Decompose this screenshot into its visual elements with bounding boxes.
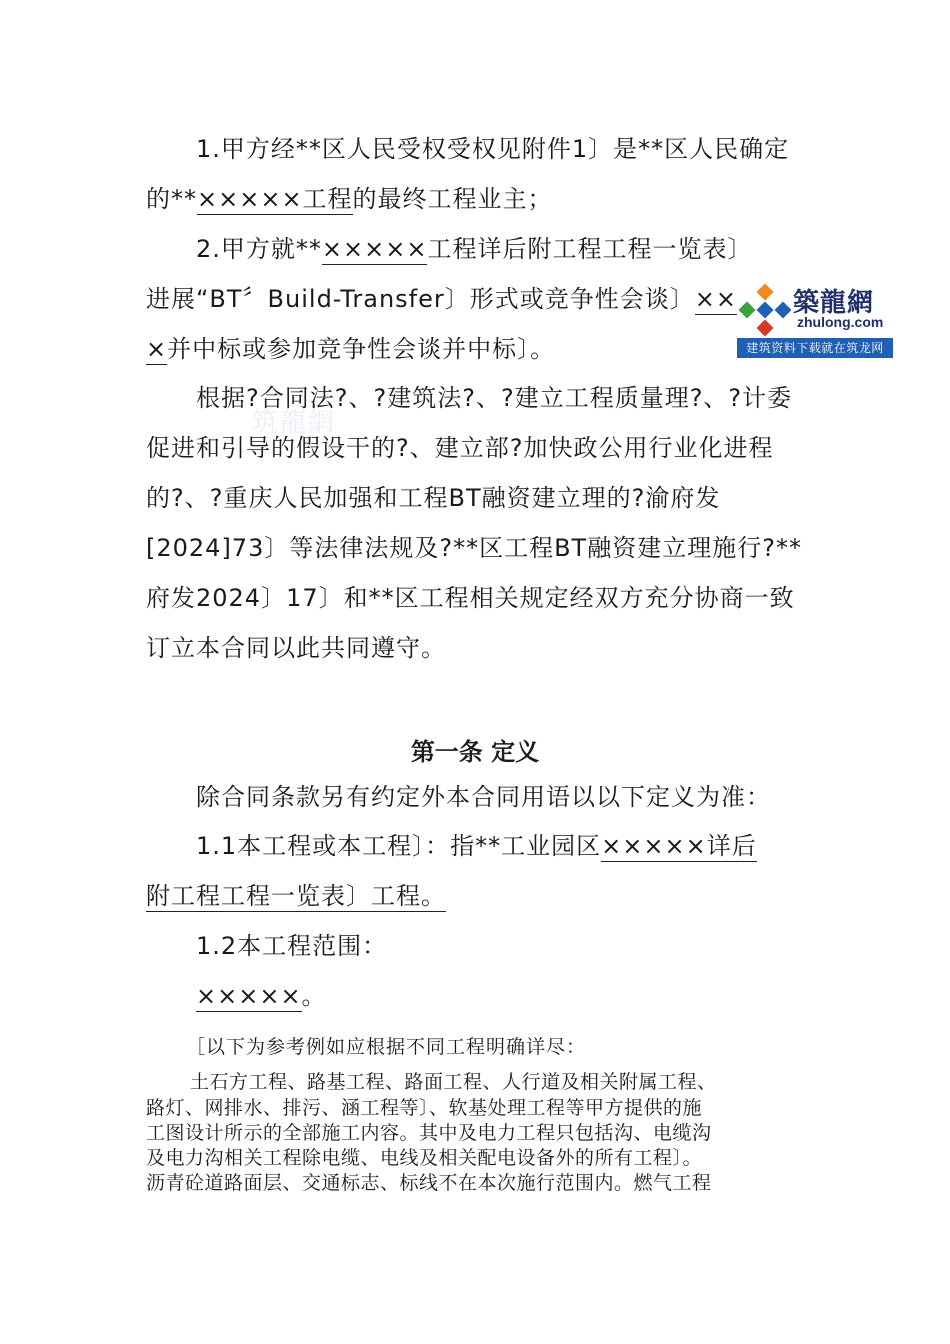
scope-placeholder: [196, 981, 327, 1011]
section-heading: 第一条 定义: [410, 738, 540, 766]
text-run: 。: [301, 982, 327, 1010]
text-run: 并中标或参加竞争性会谈并中标〕。: [167, 335, 556, 363]
paragraph-1-line-1: 1.甲方经**区人民受权受权见附件1〕是**区人民确定: [196, 135, 790, 163]
text-run: 的**: [146, 185, 197, 213]
paragraph-3-line-6: 订立本合同以此共同遵守。: [146, 634, 446, 662]
text-run: 2.甲方就**: [196, 235, 322, 263]
underlined-placeholder: ××: [694, 285, 737, 313]
watermark-text: 筑龍網: [252, 408, 337, 438]
paragraph-2-line-3: [146, 334, 555, 364]
section-intro: 除合同条款另有约定外本合同用语以以下定义为准：: [196, 783, 771, 811]
scope-detail-line-1: 土石方工程、路基工程、路面工程、人行道及相关附属工程、: [190, 1071, 717, 1093]
paragraph-2-line-1: [196, 234, 752, 264]
paragraph-1-line-2: [146, 184, 553, 214]
paragraph-3-line-3: 的?、?重庆人民加强和工程BT融资建立理的?渝府发: [146, 484, 721, 512]
logo-banner: 建筑资料下载就在筑龙网: [737, 338, 893, 358]
text-run: 的最终工程业主；: [352, 185, 553, 213]
zhulong-logo: [737, 280, 893, 358]
paragraph-3-line-2: 促进和引导的假设干的?、建立部?加快政公用行业化进程: [146, 434, 774, 462]
underlined-placeholder: ×××××: [321, 235, 428, 263]
underlined-placeholder: ×××××: [196, 982, 302, 1010]
definition-1-2: 1.2本工程范围：: [196, 932, 388, 960]
text-run: 进展“BT〞Build-Transfer〕形式或竞争性会谈〕: [146, 285, 695, 313]
paragraph-3-line-1: 根据?合同法?、?建筑法?、?建立工程质量理?、?计委: [196, 384, 793, 412]
logo-chinese-text: 築龍網: [793, 288, 875, 318]
definition-1-1-line-2: [146, 881, 446, 911]
paragraph-2-line-2: [146, 284, 737, 314]
scope-detail-line-2: 路灯、网排水、排污、涵工程等〕、软基处理工程等甲方提供的施: [146, 1097, 703, 1119]
paragraph-3-line-4: [2024]73〕等法律法规及?**区工程BT融资建立理施行?**: [146, 534, 802, 562]
underlined-text: 附工程工程一览表〕工程。: [146, 882, 446, 910]
scope-detail-line-5: 沥青砼道路面层、交通标志、标线不在本次施行范围内。燃气工程: [146, 1172, 712, 1194]
logo-domain-text: zhulong.com: [797, 314, 884, 330]
scope-detail-line-4: 及电力沟相关工程除电缆、电线及相关配电设备外的所有工程〕。: [146, 1147, 703, 1169]
scope-detail-line-3: 工图设计所示的全部施工内容。其中及电力工程只包括沟、电缆沟: [146, 1122, 712, 1144]
definition-1-1-line-1: [196, 831, 757, 861]
underlined-project-name: ×××××工程: [197, 185, 353, 213]
text-run: 工程详后附工程工程一览表〕: [427, 235, 753, 263]
text-run: 1.1本工程或本工程〕：指**工业园区: [196, 832, 602, 860]
underlined-placeholder: ×: [146, 335, 168, 363]
reference-note: ［以下为参考例如应根据不同工程明确详尽：: [186, 1036, 587, 1058]
underlined-placeholder: ×××××详后: [601, 832, 757, 860]
logo-mark-icon: [739, 284, 791, 336]
paragraph-3-line-5: 府发2024〕17〕和**区工程相关规定经双方充分协商一致: [146, 584, 795, 612]
